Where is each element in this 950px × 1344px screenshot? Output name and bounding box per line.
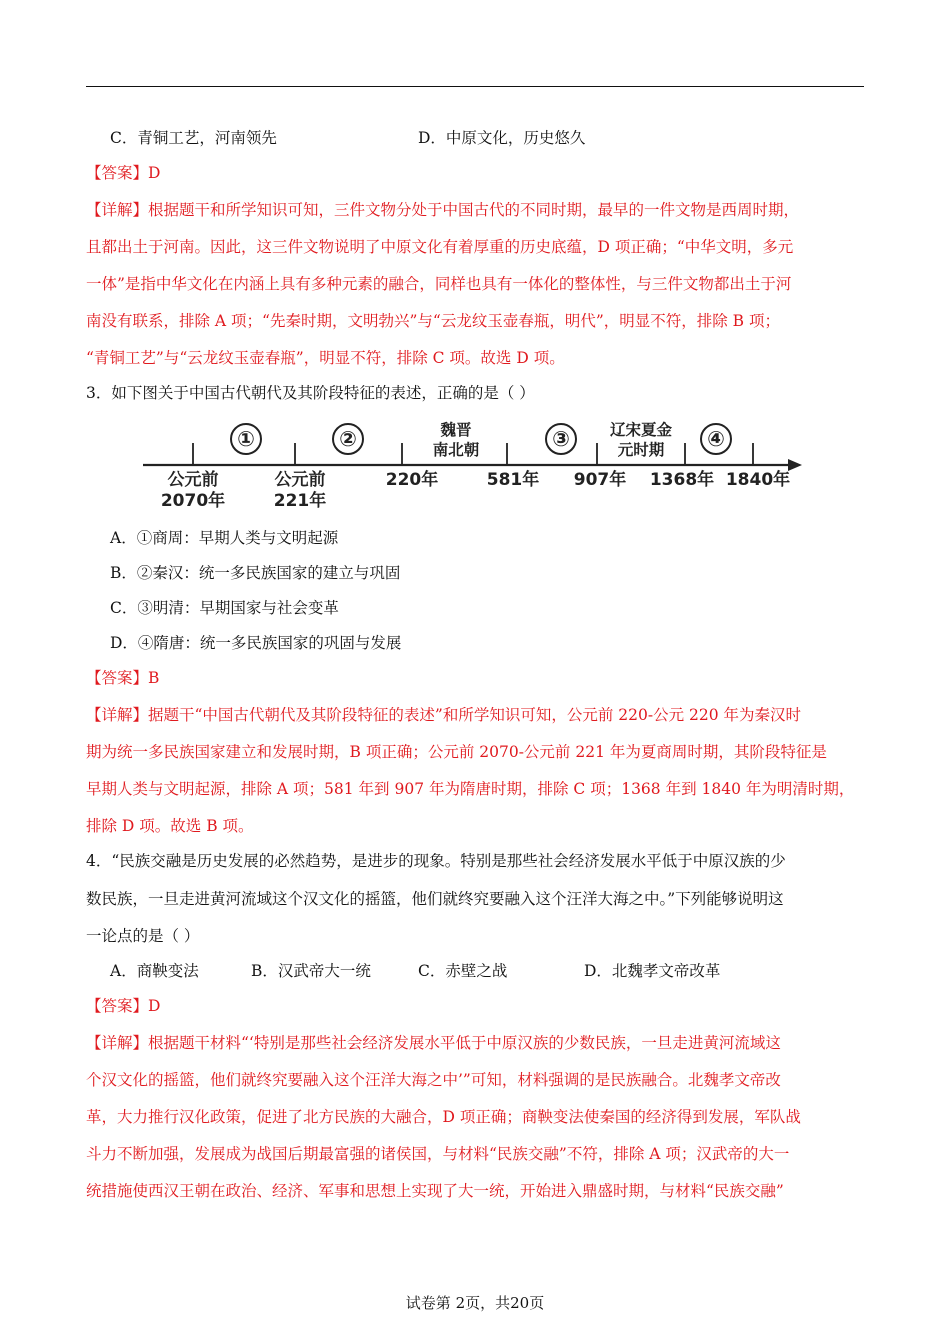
page-footer: 试卷第 2页，共20页 [405, 1294, 545, 1312]
timeline-tick-label: 1368年 [649, 470, 715, 490]
timeline-tick-label: 公元前 [274, 470, 326, 490]
timeline-period-label: 辽宋夏金 [609, 420, 672, 439]
q3-option-a: A．①商周：早期人类与文明起源 [110, 529, 339, 547]
timeline-stage-4-circle: ④ [700, 423, 732, 455]
timeline-period-label: 魏晋 [440, 420, 472, 439]
q4-answer: 【答案】D [86, 997, 161, 1015]
q2-detail-line: 一体”是指中华文化在内涵上具有多种元素的融合，同样也具有一体化的整体性，与三件文物都出土于河 [86, 275, 792, 293]
timeline-tick-label: 220年 [385, 470, 439, 490]
q3-stem: 3．如下图关于中国古代朝代及其阶段特征的表述，正确的是（ ） [86, 384, 535, 402]
q3-option-b: B．②秦汉：统一多民族国家的建立与巩固 [110, 564, 401, 582]
timeline-tick-label: 907年 [573, 470, 627, 490]
q3-option-d: D．④隋唐：统一多民族国家的巩固与发展 [110, 634, 402, 652]
timeline-figure [140, 415, 810, 515]
q3-detail-line: 排除 D 项。故选 B 项。 [86, 817, 254, 835]
q3-detail-line: 【详解】据题干“中国古代朝代及其阶段特征的表述”和所学知识可知，公元前 220-公元 220 年为秦汉时 [86, 706, 802, 724]
q3-answer: 【答案】B [86, 669, 160, 687]
q2-option-d: D．中原文化，历史悠久 [418, 129, 586, 147]
q2-answer: 【答案】D [86, 164, 161, 182]
timeline-tick-label: 581年 [486, 470, 540, 490]
q3-detail-line: 期为统一多民族国家建立和发展时期，B 项正确；公元前 2070-公元前 221 年为夏商周时期，其阶段特征是 [86, 743, 827, 761]
q4-detail-line: 斗力不断加强，发展成为战国后期最富强的诸侯国，与材料“民族交融”不符，排除 A 项；汉武帝的大一 [86, 1145, 790, 1163]
q4-option-d: D．北魏孝文帝改革 [584, 962, 721, 980]
q4-detail-line: 个汉文化的摇篮，他们就终究要融入这个汪洋大海之中’”可知，材料强调的是民族融合。北魏孝文帝改 [86, 1071, 781, 1089]
q4-option-c: C．赤壁之战 [418, 962, 508, 980]
q2-option-c: C．青铜工艺，河南领先 [110, 129, 277, 147]
q4-stem-line: 4．“民族交融是历史发展的必然趋势，是进步的现象。特别是那些社会经济发展水平低于中原汉族的少 [86, 852, 786, 870]
q4-detail-line: 统措施使西汉王朝在政治、经济、军事和思想上实现了大一统，开始进入鼎盛时期，与材料“民族交融” [86, 1182, 784, 1200]
q2-detail-line: 南没有联系，排除 A 项；“先秦时期，文明勃兴”与“云龙纹玉壶春瓶，明代”，明显不符，排除 B 项； [86, 312, 780, 330]
header-rule [86, 86, 864, 87]
q4-option-a: A．商鞅变法 [110, 962, 199, 980]
q2-detail-line: 【详解】根据题干和所学知识可知，三件文物分处于中国古代的不同时期，最早的一件文物是西周时期， [86, 201, 800, 219]
timeline-stage-3-circle: ③ [545, 423, 577, 455]
timeline-tick-label: 公元前 [167, 470, 219, 490]
q4-stem-line: 数民族，一旦走进黄河流域这个汉文化的摇篮，他们就终究要融入这个汪洋大海之中。”下列能够说明这 [86, 890, 784, 908]
timeline-tick-label: 2070年 [160, 491, 226, 511]
q4-detail-line: 革，大力推行汉化政策，促进了北方民族的大融合，D 项正确；商鞅变法使秦国的经济得到发展，军队战 [86, 1108, 801, 1126]
q4-detail-line: 【详解】根据题干材料“‘特别是那些社会经济发展水平低于中原汉族的少数民族，一旦走进黄河流域这 [86, 1034, 781, 1052]
timeline-tick-label: 1840年 [725, 470, 791, 490]
q4-option-b: B．汉武帝大一统 [251, 962, 371, 980]
timeline-stage-2-circle: ② [332, 423, 364, 455]
timeline-tick-label: 221年 [273, 491, 327, 511]
timeline-period-label: 元时期 [617, 440, 665, 459]
q2-detail-line: 且都出土于河南。因此，这三件文物说明了中原文化有着厚重的历史底蕴，D 项正确；“中华文明，多元 [86, 238, 794, 256]
q3-option-c: C．③明清：早期国家与社会变革 [110, 599, 339, 617]
timeline-stage-1-circle: ① [230, 423, 262, 455]
q4-stem-line: 一论点的是（ ） [86, 927, 200, 945]
q2-detail-line: “青铜工艺”与“云龙纹玉壶春瓶”，明显不符，排除 C 项。故选 D 项。 [86, 349, 565, 367]
q3-detail-line: 早期人类与文明起源，排除 A 项；581 年到 907 年为隋唐时期，排除 C 项；1368 年到 1840 年为明清时期， [86, 780, 855, 798]
timeline-period-label: 南北朝 [432, 440, 480, 459]
